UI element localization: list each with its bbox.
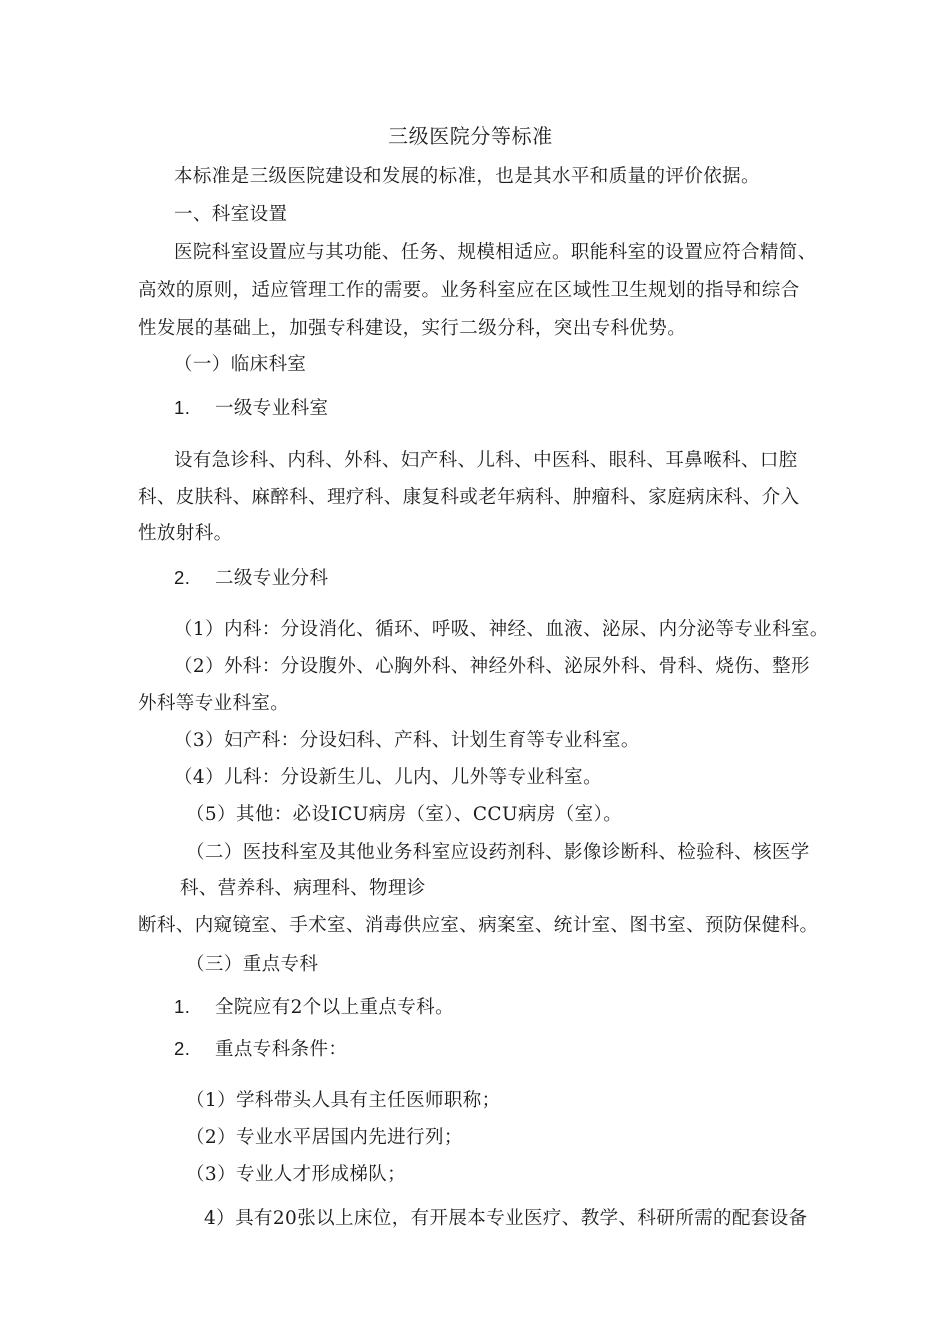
list-item: 4）具有20张以上床位，有开展本专业医疗、教学、科研所需的配套设备 — [204, 1208, 808, 1229]
subsection-heading: （二）医技科室及其他业务科室应设药剂科、影像诊断科、检验科、核医学 — [186, 842, 810, 863]
numbered-item — [174, 995, 454, 1020]
list-item: （3）妇产科：分设妇科、产科、计划生育等专业科室。 — [174, 730, 640, 751]
section-heading: 一、科室设置 — [174, 204, 288, 225]
list-item: （1）学科带头人具有主任医师职称； — [186, 1090, 501, 1111]
subsection-heading: （三）重点专科 — [186, 954, 319, 975]
list-item: （5）其他：必设ICU病房（室）、CCU病房（室）。 — [186, 804, 623, 825]
paragraph-line: 设有急诊科、内科、外科、妇产科、儿科、中医科、眼科、耳鼻喉科、口腔 — [174, 450, 798, 471]
list-item: （3）专业人才形成梯队； — [186, 1164, 407, 1185]
item-number: 2. — [174, 1038, 191, 1059]
numbered-item — [174, 396, 328, 421]
item-number: 2. — [174, 567, 191, 588]
list-item-continuation: 外科等专业科室。 — [138, 693, 290, 714]
item-text: 全院应有2个以上重点专科。 — [215, 997, 454, 1018]
item-number: 1. — [174, 397, 191, 418]
subsection-heading: （一）临床科室 — [174, 354, 307, 375]
item-number: 1. — [174, 996, 191, 1017]
document-title: 三级医院分等标准 — [388, 124, 553, 148]
item-text: 一级专业科室 — [215, 398, 329, 419]
list-item: （1）内科：分设消化、循环、呼吸、神经、血液、泌尿、内分泌等专业科室。 — [174, 619, 829, 640]
numbered-item — [174, 1037, 347, 1062]
list-item: （4）儿科：分设新生儿、儿内、儿外等专业科室。 — [174, 767, 602, 788]
paragraph-line: 性发展的基础上，加强专科建设，实行二级分科，突出专科优势。 — [138, 318, 687, 339]
item-text: 二级专业分科 — [215, 568, 329, 589]
paragraph-line: 医院科室设置应与其功能、任务、规模相适应。职能科室的设置应符合精简、 — [174, 242, 817, 263]
item-text: 重点专科条件： — [215, 1039, 348, 1060]
list-item: （2）专业水平居国内先进行列； — [186, 1127, 463, 1148]
paragraph-line: 科、营养科、病理科、物理诊 — [180, 878, 426, 899]
paragraph-line: 断科、内窥镜室、手术室、消毒供应室、病案室、统计室、图书室、预防保健科。 — [138, 915, 819, 936]
list-item: （2）外科：分设腹外、心胸外科、神经外科、泌尿外科、骨科、烧伤、整形 — [174, 656, 810, 677]
numbered-item — [174, 566, 328, 591]
intro-paragraph: 本标准是三级医院建设和发展的标准，也是其水平和质量的评价依据。 — [174, 166, 760, 187]
paragraph-line: 性放射科。 — [138, 523, 233, 544]
paragraph-line: 高效的原则，适应管理工作的需要。业务科室应在区域性卫生规划的指导和综合 — [138, 280, 800, 301]
paragraph-line: 科、皮肤科、麻醉科、理疗科、康复科或老年病科、肿瘤科、家庭病床科、介入 — [138, 487, 800, 508]
